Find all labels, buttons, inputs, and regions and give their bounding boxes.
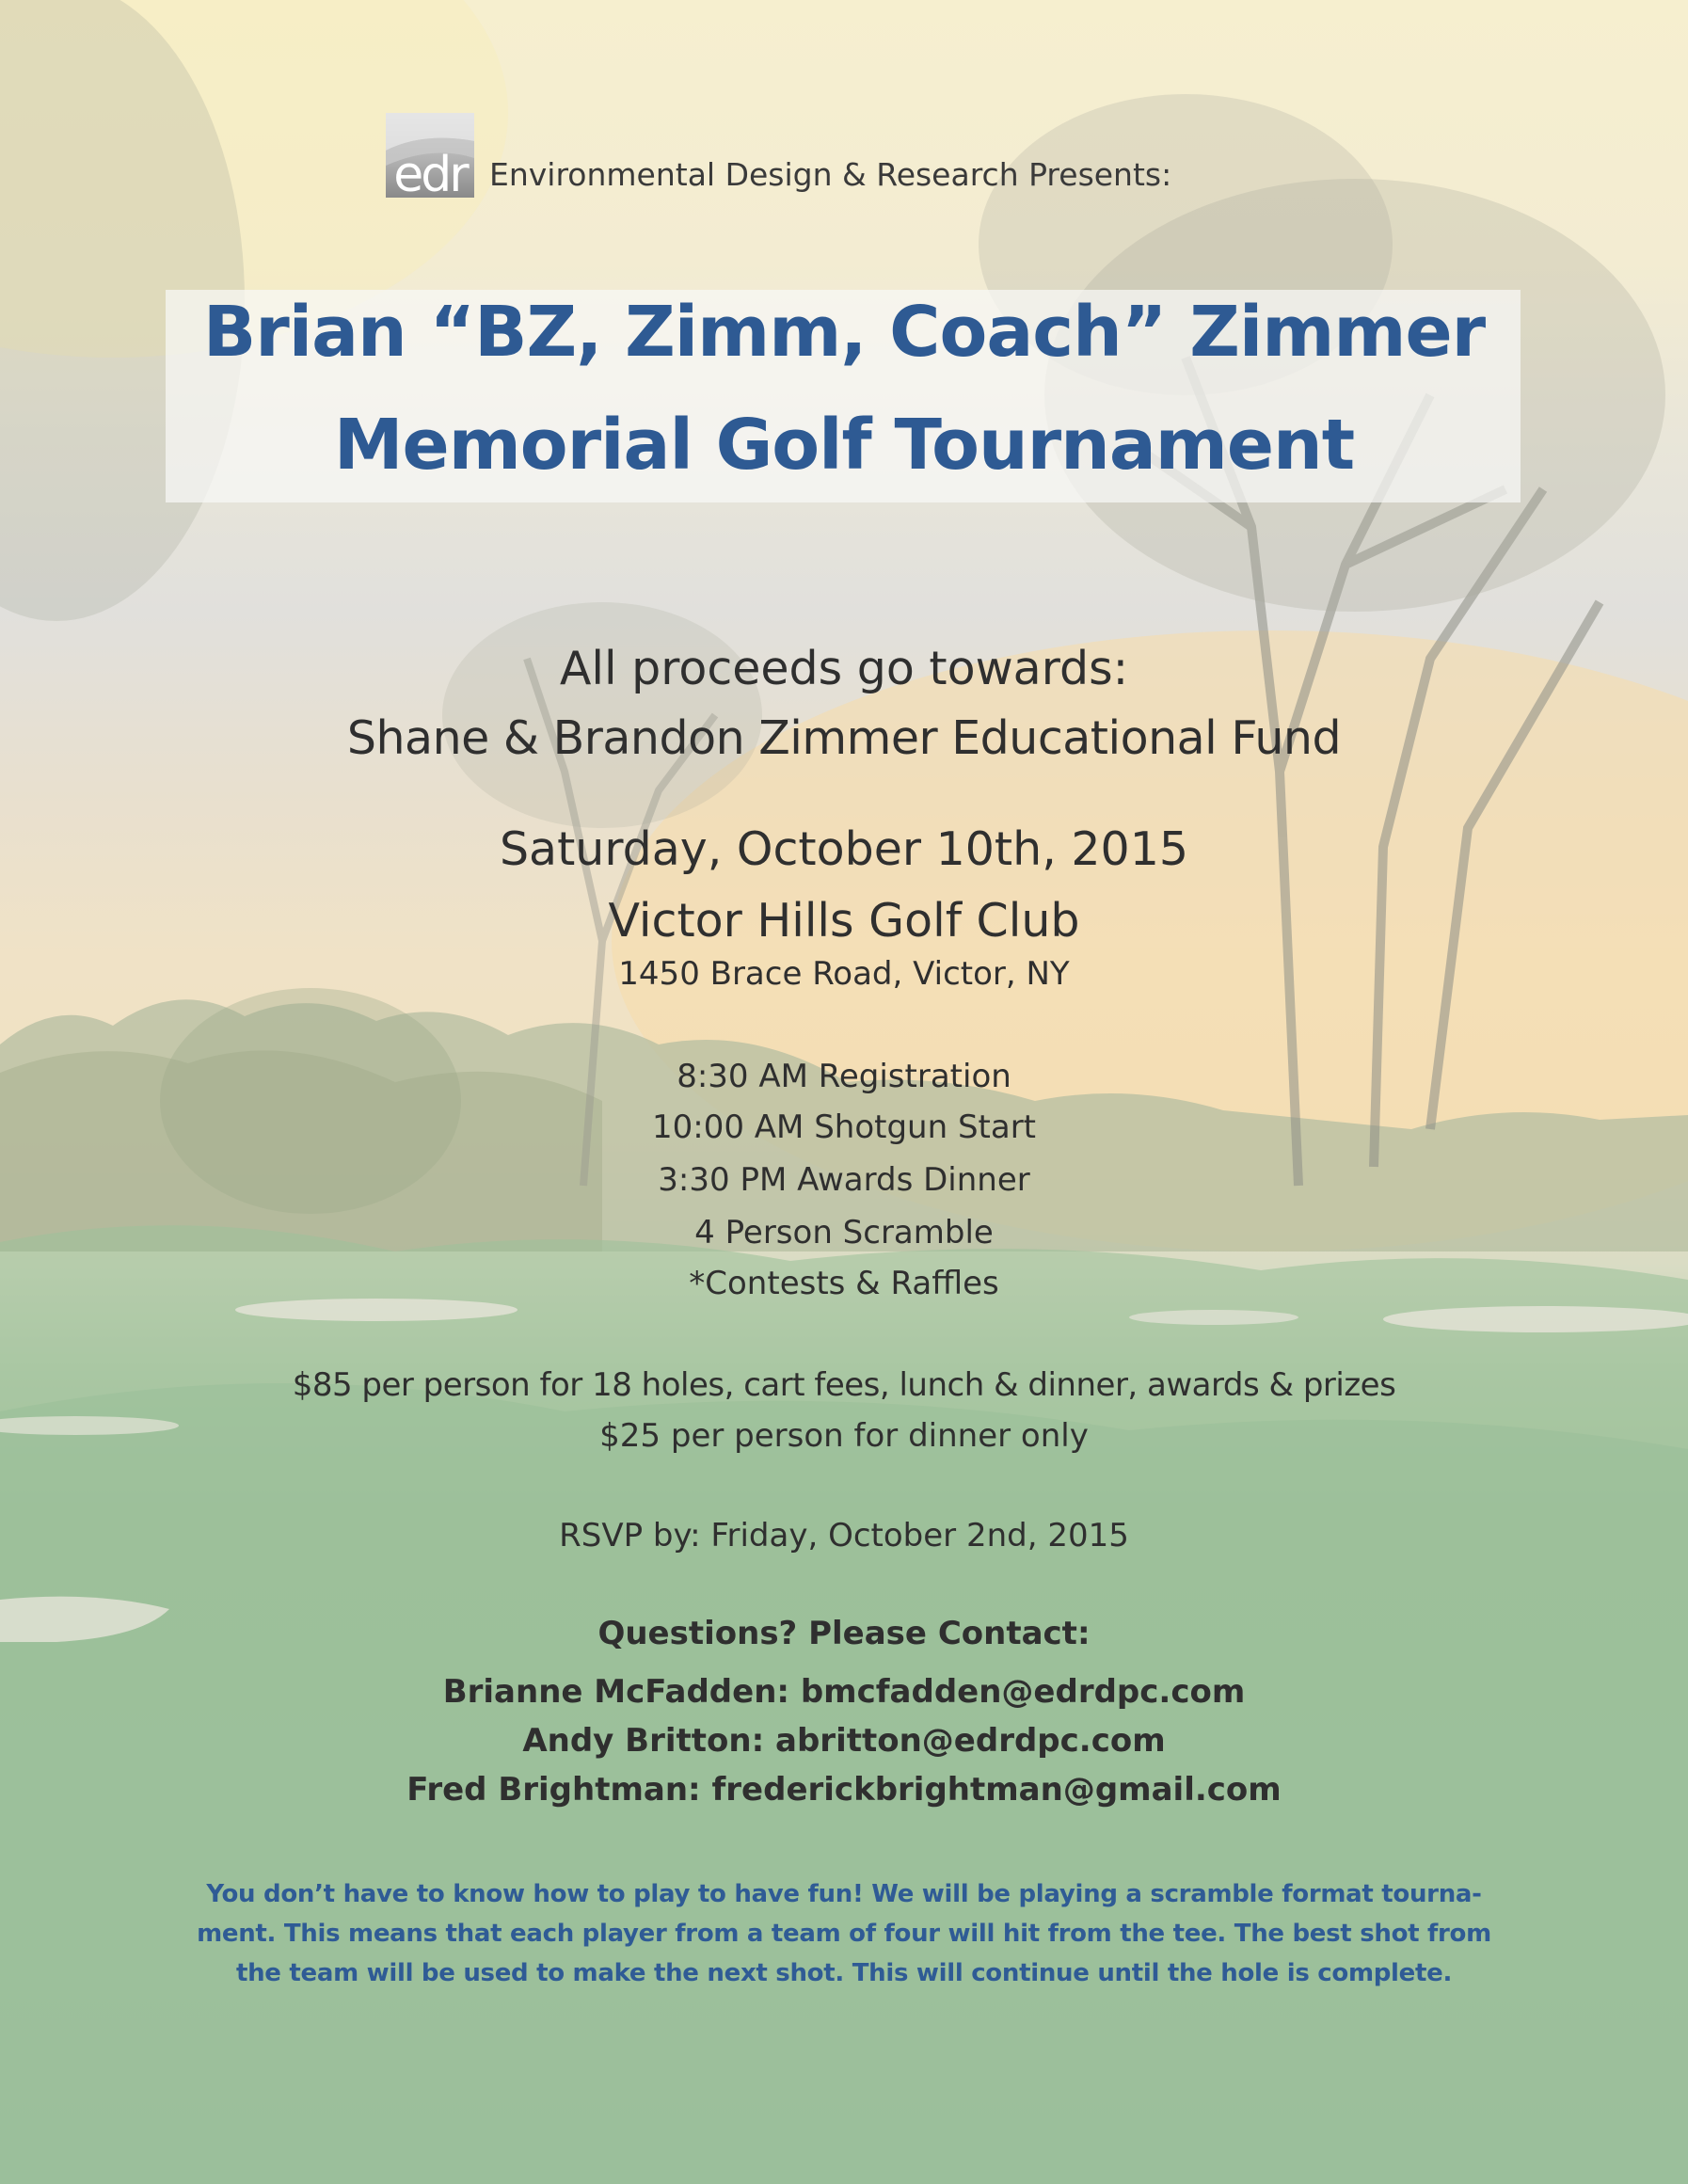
event-address: 1450 Brace Road, Victor, NY xyxy=(618,955,1070,993)
schedule-item: 10:00 AM Shotgun Start xyxy=(652,1108,1036,1146)
contact-person: Fred Brightman: frederickbrightman@gmail.com xyxy=(406,1771,1282,1809)
rsvp-deadline: RSVP by: Friday, October 2nd, 2015 xyxy=(559,1517,1129,1554)
logo-text: edr xyxy=(393,147,467,198)
schedule-item: 3:30 PM Awards Dinner xyxy=(658,1161,1030,1199)
title-line-1: Brian “BZ, Zimm, Coach” Zimmer xyxy=(202,292,1486,373)
schedule-item: 4 Person Scramble xyxy=(694,1214,994,1251)
contact-person: Andy Britton: abritton@edrdpc.com xyxy=(522,1722,1166,1760)
event-date: Saturday, October 10th, 2015 xyxy=(499,822,1189,876)
price-line: $85 per person for 18 holes, cart fees, lunch & dinner, awards & prizes xyxy=(292,1366,1396,1404)
title-line-2: Memorial Golf Tournament xyxy=(333,405,1355,486)
description-line: ment. This means that each player from a team of four will hit from the tee. The best shot from xyxy=(197,1920,1491,1948)
schedule-item: 8:30 AM Registration xyxy=(677,1058,1011,1095)
fund-name: Shane & Brandon Zimmer Educational Fund xyxy=(346,711,1342,765)
description-line: You don’t have to know how to play to have fun! We will be playing a scramble format tourna- xyxy=(206,1880,1482,1908)
presenter-text: Environmental Design & Research Presents: xyxy=(489,156,1172,193)
description-line: the team will be used to make the next shot. This will continue until the hole is complete. xyxy=(235,1959,1453,1987)
proceeds-heading: All proceeds go towards: xyxy=(559,642,1129,695)
price-line: $25 per person for dinner only xyxy=(599,1417,1089,1455)
schedule-item: *Contests & Raffles xyxy=(689,1265,999,1302)
edr-logo xyxy=(386,113,474,198)
event-venue: Victor Hills Golf Club xyxy=(608,894,1080,948)
contact-heading: Questions? Please Contact: xyxy=(597,1615,1091,1652)
contact-person: Brianne McFadden: bmcfadden@edrdpc.com xyxy=(442,1673,1246,1711)
